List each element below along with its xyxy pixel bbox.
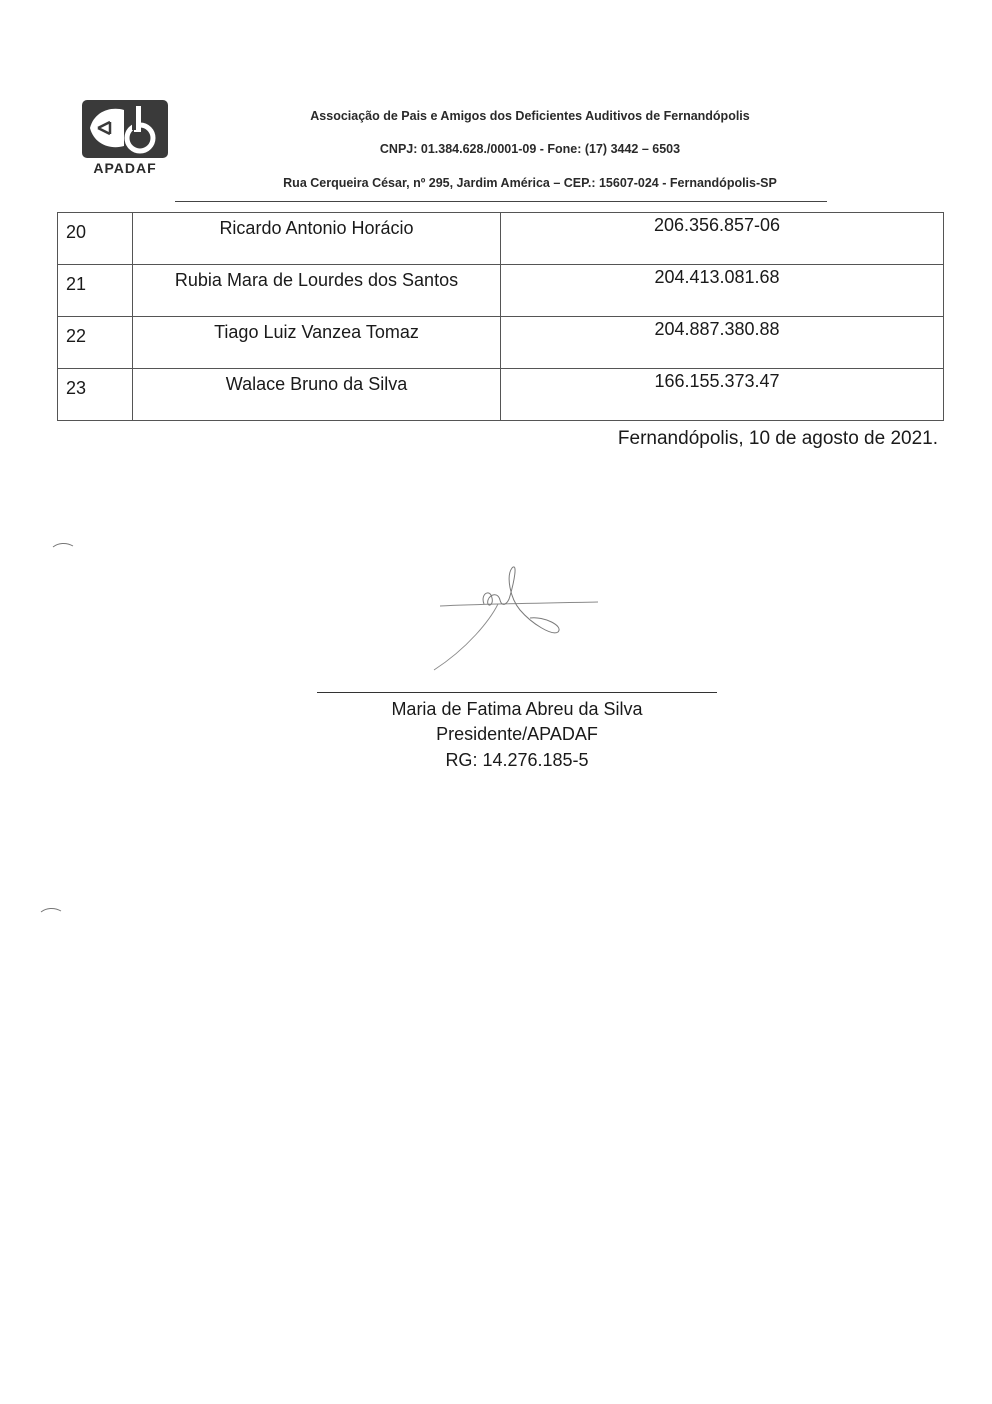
member-document: 166.155.373.47: [501, 369, 944, 421]
member-name: Ricardo Antonio Horácio: [133, 213, 501, 265]
signatory-rg: RG: 14.276.185-5: [445, 750, 589, 770]
signature-line: [317, 692, 717, 693]
member-name: Rubia Mara de Lourdes dos Santos: [133, 265, 501, 317]
apadaf-logo: [80, 98, 170, 178]
address-line: Rua Cerqueira César, nº 295, Jardim América – CEP.: 15607-024 - Fernandópolis-SP: [283, 176, 777, 190]
member-document: 206.356.857-06: [501, 213, 944, 265]
signatory-name: Maria de Fatima Abreu da Silva: [391, 699, 643, 719]
row-number: 23: [58, 369, 133, 421]
member-document: 204.413.081.68: [501, 265, 944, 317]
letterhead-divider: [175, 201, 827, 202]
member-name: Walace Bruno da Silva: [133, 369, 501, 421]
members-table: [57, 212, 944, 421]
cnpj-phone-line: CNPJ: 01.384.628./0001-09 - Fone: (17) 3442 – 6503: [379, 142, 681, 156]
table-row: [58, 317, 944, 369]
scan-mark-icon: [52, 541, 74, 549]
date-line: Fernandópolis, 10 de agosto de 2021.: [617, 428, 938, 449]
association-name: Associação de Pais e Amigos dos Deficientes Auditivos de Fernandópolis: [310, 109, 750, 123]
table-row: [58, 265, 944, 317]
handwritten-signature: [420, 558, 620, 678]
row-number: 21: [58, 265, 133, 317]
table-row: [58, 369, 944, 421]
signatory-role: Presidente/APADAF: [436, 724, 598, 744]
scan-mark-icon: [40, 906, 62, 914]
row-number: 22: [58, 317, 133, 369]
row-number: 20: [58, 213, 133, 265]
member-name: Tiago Luiz Vanzea Tomaz: [133, 317, 501, 369]
logo-text: APADAF: [93, 160, 157, 176]
member-document: 204.887.380.88: [501, 317, 944, 369]
logo-emblem-icon: [80, 98, 170, 160]
table-row: [58, 213, 944, 265]
